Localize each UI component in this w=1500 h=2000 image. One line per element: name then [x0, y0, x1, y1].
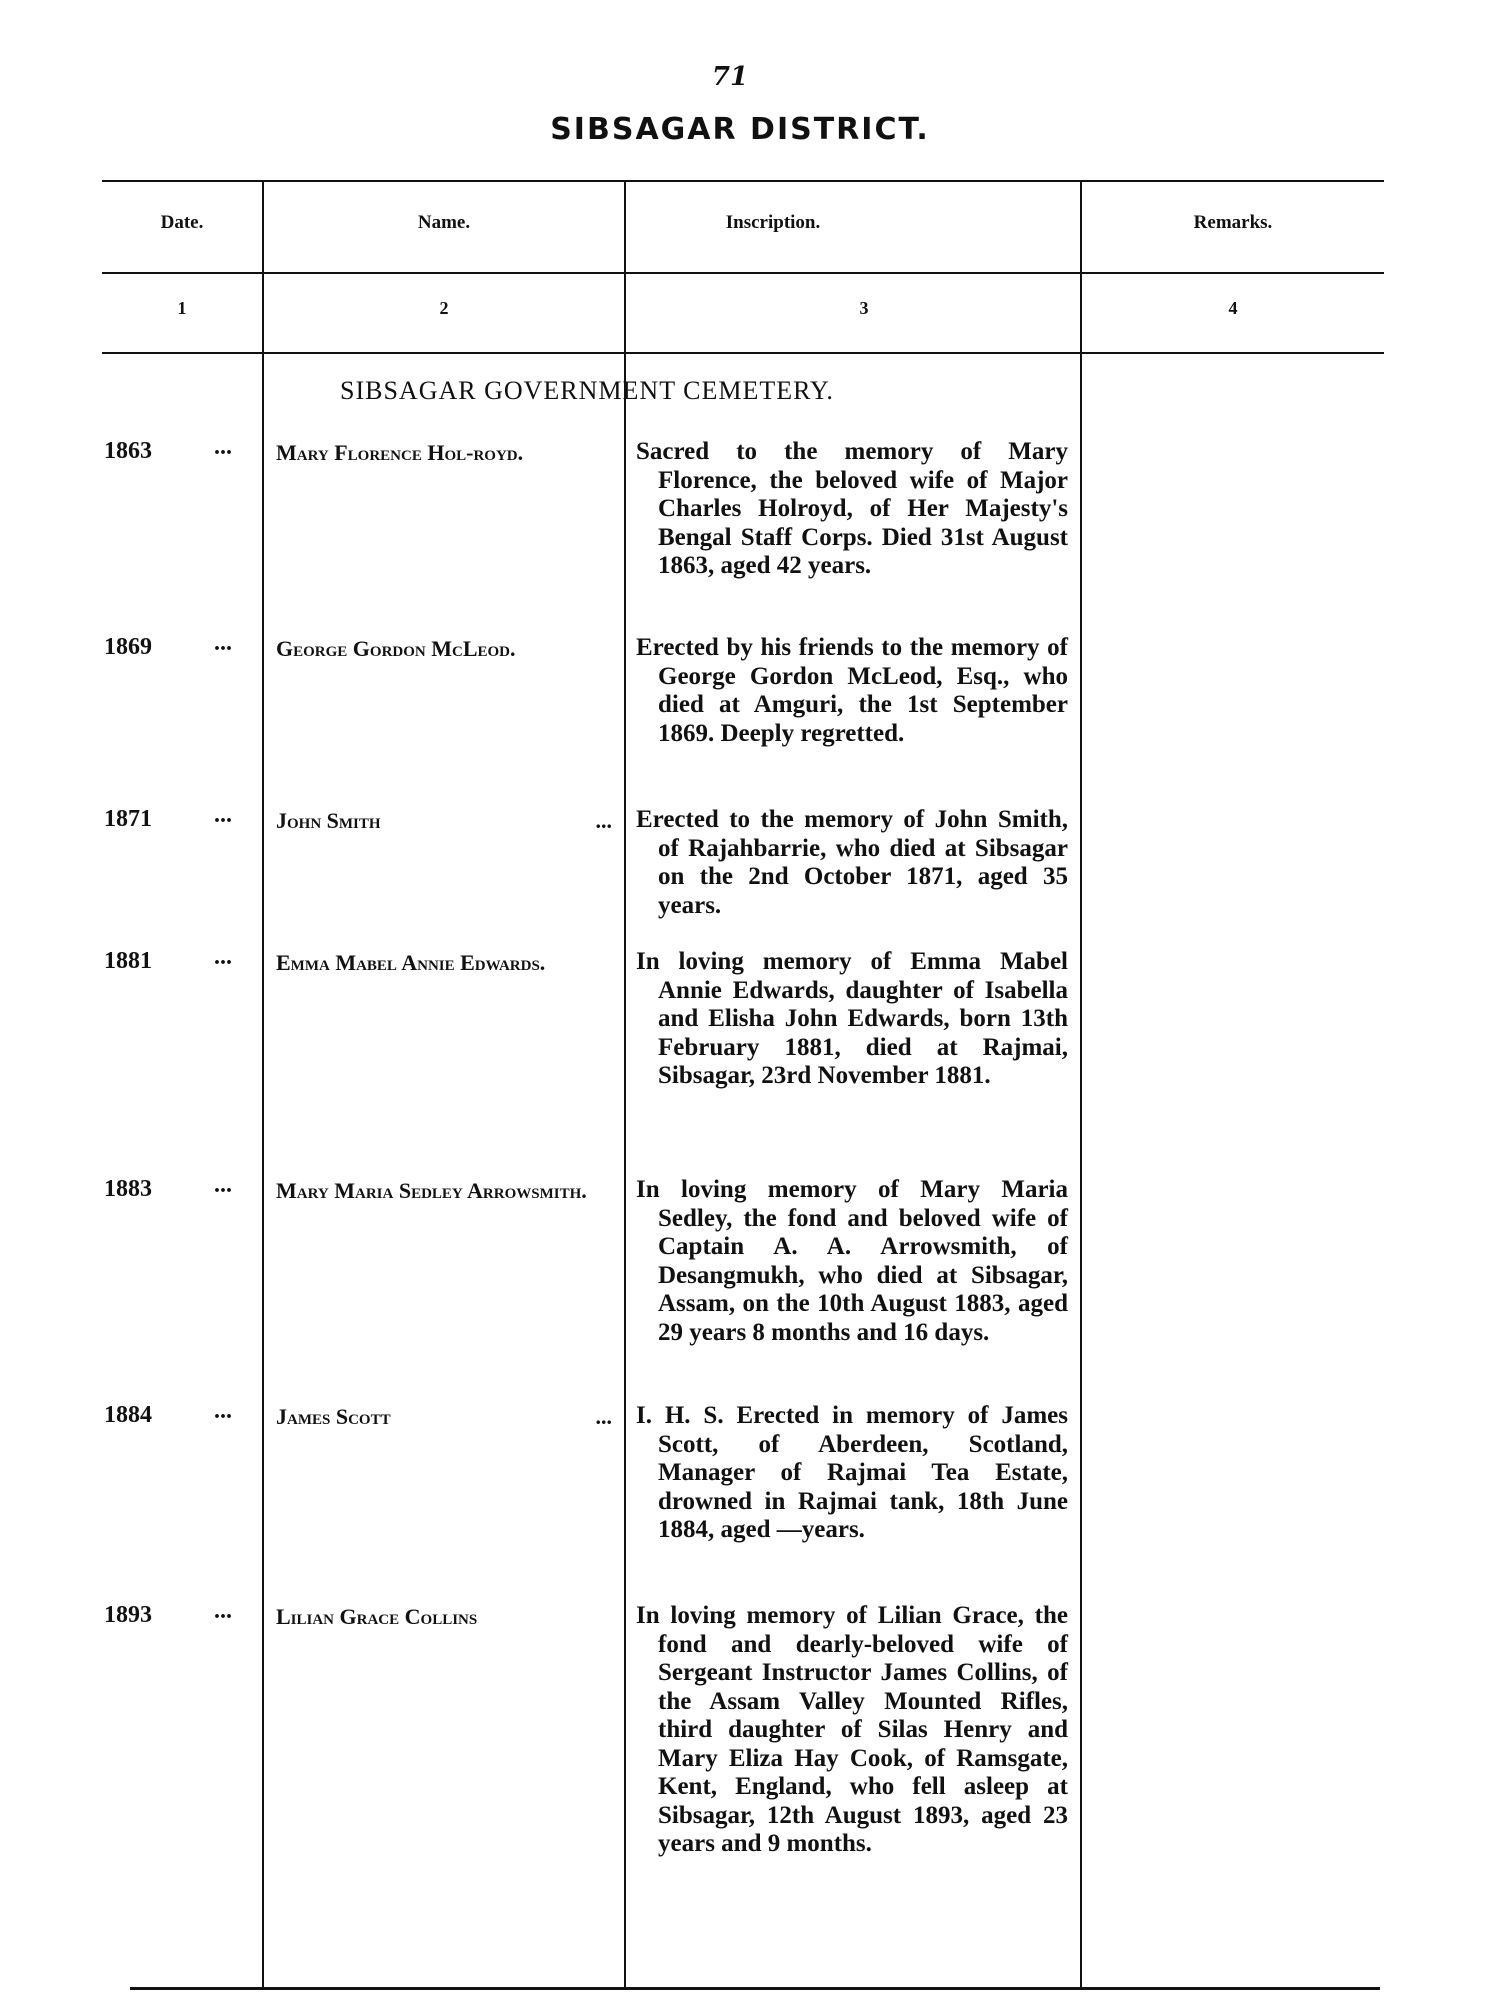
page-number: 71	[711, 62, 749, 92]
entry-name-text: George Gordon McLeod.	[276, 636, 516, 661]
entry-inscription: In loving memory of Mary Maria Sedley, the fond and beloved wife of Captain A. A. Arrowsmith, of Desangmukh, who died at Sibsagar, Assam, on the 10th August 1883, aged 29 years 8 months and 16 days.	[636, 1176, 1068, 1346]
column-number-remarks: 4	[1228, 298, 1238, 318]
entry-name-text: Emma Mabel Annie Edwards.	[276, 950, 546, 975]
entry-dots: ...	[214, 944, 232, 970]
entry-name-dots: ...	[595, 808, 612, 833]
district-title: SIBSAGAR DISTRICT.	[550, 112, 930, 147]
entry-date: 1869	[104, 634, 152, 660]
entry-date: 1893	[104, 1602, 152, 1628]
column-number-inscription: 3	[859, 298, 869, 318]
entry-date: 1883	[104, 1176, 152, 1202]
entry-dots: ...	[214, 434, 232, 460]
entry-name-text: Mary Maria Sedley Arrowsmith.	[276, 1178, 587, 1203]
entry-inscription: In loving memory of Emma Mabel Annie Edwards, daughter of Isabella and Elisha John Edwards, born 13th February 1881, died at Rajmai, Sibsagar, 23rd November 1881.	[636, 948, 1068, 1089]
entry-name	[276, 1402, 612, 1432]
entry-name	[276, 1176, 612, 1206]
column-header-date: Date.	[160, 212, 204, 233]
column-number-name: 2	[439, 298, 449, 318]
entry-date: 1863	[104, 438, 152, 464]
entry-inscription: In loving memory of Lilian Grace, the fond and dearly-beloved wife of Sergeant Instructor James Collins, of the Assam Valley Mounted Rifles, third daughter of Silas Henry and Mary Eliza Hay Cook, of Ramsgate, Kent, England, who fell asleep at Sibsagar, 12th August 1893, aged 23 years and 9 months.	[636, 1602, 1068, 1857]
entry-name	[276, 806, 612, 836]
entry-name-text: James Scott	[276, 1404, 391, 1429]
entry-dots: ...	[214, 630, 232, 656]
column-header-name: Name.	[417, 212, 471, 233]
column-header-remarks: Remarks.	[1193, 212, 1273, 233]
table-rule-top	[102, 180, 1384, 182]
entry-inscription: Erected by his friends to the memory of George Gordon McLeod, Esq., who died at Amguri, the 1st September 1869. Deeply regretted.	[636, 634, 1068, 747]
entry-date: 1871	[104, 806, 152, 832]
entry-dots: ...	[214, 802, 232, 828]
column-divider-2	[624, 182, 626, 1987]
entry-date: 1884	[104, 1402, 152, 1428]
entry-inscription: I. H. S. Erected in memory of James Scott, of Aberdeen, Scotland, Manager of Rajmai Tea Estate, drowned in Rajmai tank, 18th June 1884, aged —years.	[636, 1402, 1068, 1543]
entry-name	[276, 1602, 612, 1632]
entry-dots: ...	[214, 1172, 232, 1198]
entry-name-text: Lilian Grace Collins	[276, 1604, 478, 1629]
entry-name-text: John Smith	[276, 808, 381, 833]
entry-name	[276, 438, 612, 468]
entry-date: 1881	[104, 948, 152, 974]
column-number-date: 1	[177, 298, 187, 318]
column-divider-1	[262, 182, 264, 1987]
section-title: SIBSAGAR GOVERNMENT CEMETERY.	[340, 376, 834, 405]
entry-name-text: Mary Florence Hol-royd.	[276, 440, 524, 465]
entry-name	[276, 948, 612, 978]
table-rule-numbers	[102, 352, 1384, 354]
column-header-inscription: Inscription.	[725, 212, 821, 233]
entry-inscription: Erected to the memory of John Smith, of Rajahbarrie, who died at Sibsagar on the 2nd October 1871, aged 35 years.	[636, 806, 1068, 919]
entry-dots: ...	[214, 1598, 232, 1624]
column-divider-3	[1080, 182, 1082, 1987]
entry-dots: ...	[214, 1398, 232, 1424]
table-rule-header	[102, 272, 1384, 274]
entry-inscription: Sacred to the memory of Mary Florence, the beloved wife of Major Charles Holroyd, of Her Majesty's Bengal Staff Corps. Died 31st August 1863, aged 42 years.	[636, 438, 1068, 579]
table-rule-bottom	[130, 1987, 1380, 1990]
entry-name	[276, 634, 612, 664]
entry-name-dots: ...	[595, 1404, 612, 1429]
